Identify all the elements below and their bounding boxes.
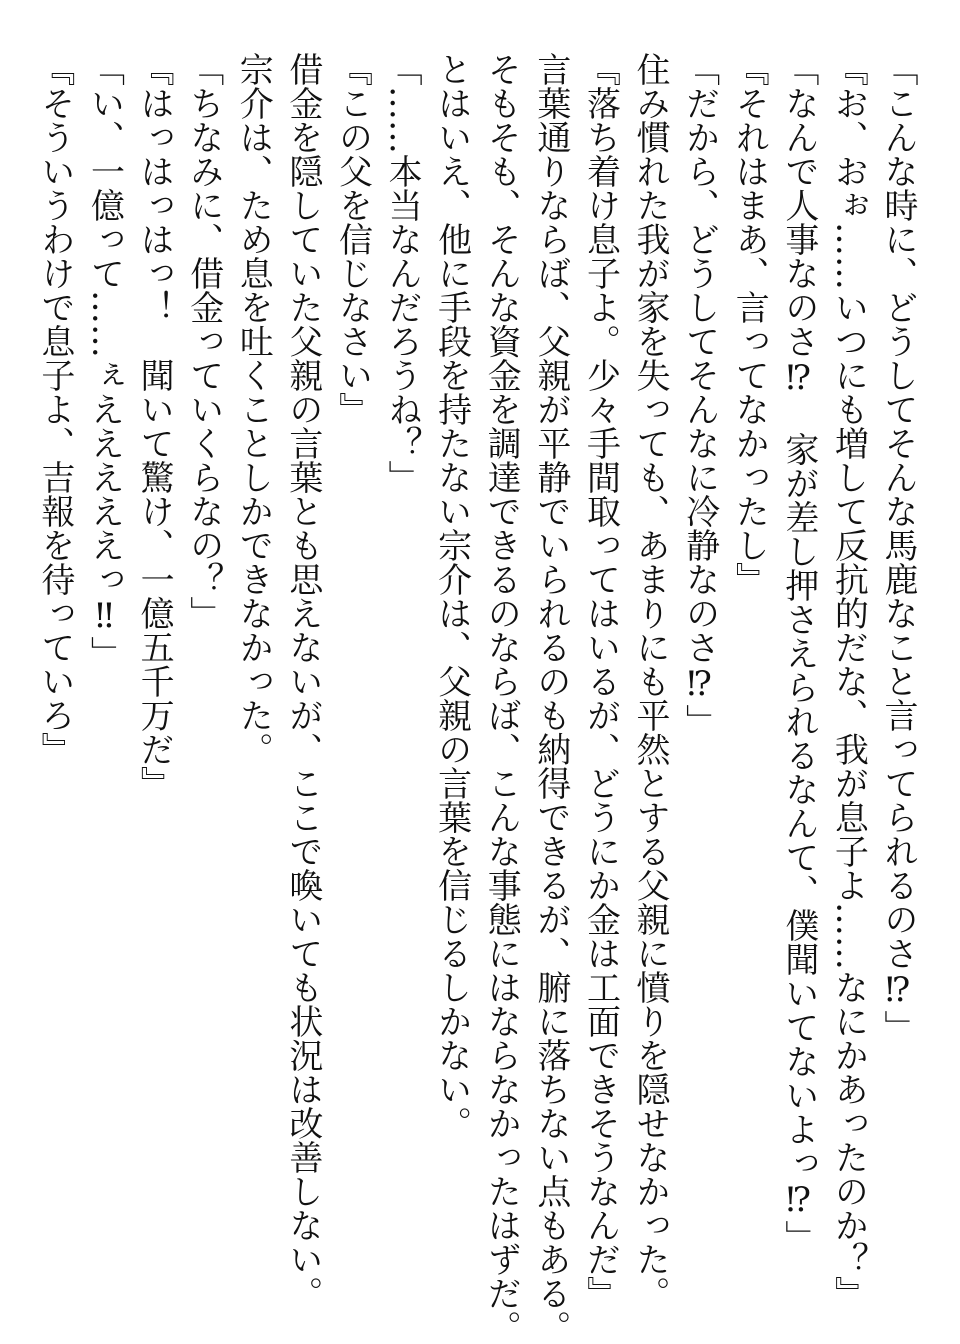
text-line-2: 『お、おぉ……いつにも増して反抗的だな、我が息子よ……なにかあったのか？』 <box>828 52 869 1310</box>
text-line-1: 「こんな時に、どうしてそんな馬鹿なこと言ってられるのさ⁉」 <box>878 52 918 1044</box>
text-line-4: 『それはまあ、言ってなかったし』 <box>729 52 770 596</box>
text-line-14: 宗介は、ため息を吐くことしかできなかった。 <box>233 52 274 766</box>
text-line-17: 「い、一億って……ぇえええええっ‼」 <box>84 52 125 670</box>
text-line-6: 住み慣れた我が家を失っても、あまりにも平然とする父親に憤りを隠せなかった。 <box>630 52 671 1310</box>
text-line-10: とはいえ、他に手段を持たない宗介は、父親の言葉を信じるしかない。 <box>431 52 472 1140</box>
text-line-7: 『落ち着け息子よ。少々手間取ってはいるが、どうにか金は工面できそうなんだ』 <box>580 52 621 1310</box>
text-line-12: 『この父を信じなさい』 <box>332 52 373 426</box>
text-line-13: 借金を隠していた父親の言葉とも思えないが、ここで喚いても状況は改善しない。 <box>282 52 323 1310</box>
text-line-16: 『はっはっはっ！ 聞いて驚け、一億五千万だ』 <box>134 52 175 800</box>
text-line-15: 「ちなみに、借金っていくらなの？」 <box>183 52 224 630</box>
text-line-9: そもそも、そんな資金を調達できるのならば、こんな事態にはならなかったはずだ。 <box>481 52 522 1344</box>
text-line-3: 「なんで人事なのさ⁉ 家が差し押さえられるなんて、僕聞いてないよっ⁉」 <box>778 52 819 1254</box>
text-line-5: 「だから、どうしてそんなに冷静なのさ⁉」 <box>679 52 720 738</box>
text-line-8: 言葉通りならば、父親が平静でいられるのも納得できるが、腑に落ちない点もある。 <box>530 52 571 1344</box>
text-line-18: 『そういうわけで息子よ、吉報を待っていろ』 <box>34 52 75 766</box>
text-line-11: 「……本当なんだろうね？」 <box>382 52 423 494</box>
vertical-text-block <box>29 52 922 1344</box>
